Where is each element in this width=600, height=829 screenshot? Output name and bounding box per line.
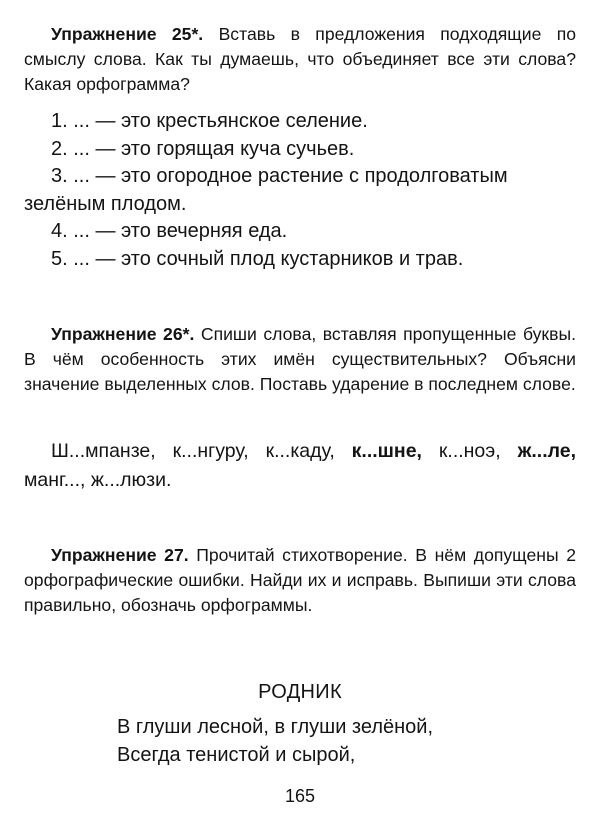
exercise-26 — [24, 322, 576, 397]
word: Ш...мпанзе, — [51, 440, 156, 462]
word-highlighted: ж...ле, — [517, 440, 577, 462]
exercise-27-instruction — [24, 543, 576, 618]
list-item: 5. ... — это сочный плод кустарников и трав. — [51, 247, 464, 270]
word: к...каду, — [265, 440, 335, 462]
word: к...ноэ, — [438, 440, 501, 462]
exercise-26-text: Спиши слова, вставляя пропущенные буквы. В чём особенность этих имён существительных? Объясни значение выделенных слов. Поставь ударение в последнем слове. — [24, 324, 577, 394]
exercise-26-words — [24, 437, 576, 495]
exercise-27-text: Прочитай стихотворение. В нём допущены 2 орфографические ошибки. Найди их и исправь. Выпиши эти слова правильно, обозначь орфограммы. — [24, 545, 576, 615]
word: к...нгуру, — [172, 440, 249, 462]
poem — [117, 713, 433, 769]
exercise-26-heading: Упражнение 26*. — [51, 324, 195, 344]
exercise-25 — [24, 22, 576, 97]
exercise-25-instruction — [24, 22, 576, 97]
exercise-25-heading: Упражнение 25*. — [51, 24, 204, 44]
list-item: 2. ... — это горящая куча сучьев. — [51, 137, 355, 160]
page-number: 165 — [284, 786, 316, 806]
word: ж...люзи. — [90, 469, 172, 491]
exercise-25-list — [24, 108, 576, 273]
exercise-26-instruction — [24, 322, 576, 397]
word: манг..., — [24, 469, 86, 491]
list-item: 4. ... — это вечерняя еда. — [51, 220, 288, 242]
list-item: 3. ... — это огородное растение с продолговатым зелёным плодом. — [24, 165, 508, 215]
poem-line: Всегда тенистой и сырой, — [117, 744, 356, 766]
list-item: 1. ... — это крестьянское селение. — [51, 110, 368, 132]
poem-title: РОДНИК — [258, 681, 342, 703]
poem-line: В глуши лесной, в глуши зелёной, — [117, 716, 434, 738]
word-highlighted: к...шне, — [351, 440, 422, 462]
exercise-27-heading: Упражнение 27. — [51, 545, 189, 565]
exercise-25-text: Вставь в предложения подходящие по смыслу слова. Как ты думаешь, что объединяет все эти слова? Какая орфограмма? — [24, 24, 577, 94]
exercise-27 — [24, 543, 576, 618]
